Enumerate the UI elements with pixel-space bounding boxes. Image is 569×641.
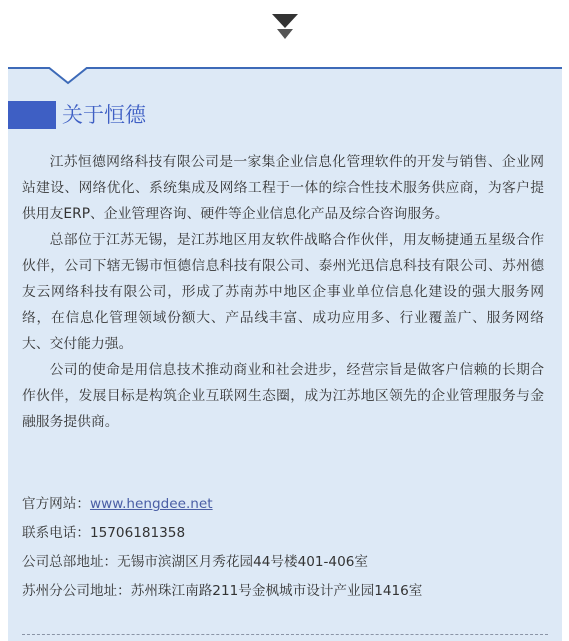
website-link[interactable]: www.hengdee.net: [89, 496, 213, 512]
phone-line: [22, 519, 552, 548]
double-chevron-down-icon: [272, 14, 298, 42]
phone-label: 联系电话：: [22, 525, 90, 541]
card-notch: [48, 67, 88, 87]
section-title: 关于恒德: [62, 103, 146, 127]
phone-number: 15706181358: [89, 525, 186, 541]
suzhou-address-line: [22, 577, 552, 606]
paragraph-headquarters: 总部位于江苏无锡，是江苏地区用友软件战略合作伙伴，用友畅捷通五星级合作伙伴，公司下辖无锡市恒德信息科技有限公司、泰州光迅信息科技有限公司、苏州德友云网络科技有限公司，形成了苏南苏中地区企事业单位信息化建设的强大服务网络，在信息化管理领域份额大、产品线丰富、成功应用多、行业覆盖广、服务网络大、交付能力强。: [22, 232, 544, 352]
suzhou-address: 苏州珠江南路211号金枫城市设计产业园1416室: [130, 583, 423, 599]
suzhou-address-label: 苏州分公司地址：: [22, 583, 131, 599]
hq-address-line: [22, 548, 552, 577]
section-header: [8, 101, 562, 131]
about-card: [8, 67, 562, 641]
paragraph-mission: 公司的使命是用信息技术推动商业和社会进步，经营宗旨是做客户信赖的长期合作伙伴，发展目标是构筑企业互联网生态圈，成为江苏地区领先的企业管理服务与金融服务提供商。: [22, 362, 544, 430]
contact-info: [22, 490, 552, 606]
header-accent-block: [8, 101, 56, 129]
dashed-divider: [22, 634, 548, 635]
paragraph-intro: 江苏恒德网络科技有限公司是一家集企业信息化管理软件的开发与销售、企业网站建设、网络优化、系统集成及网络工程于一体的综合性技术服务供应商，为客户提供用友ERP、企业管理咨询、硬件等企业信息化产品及综合咨询服务。: [22, 154, 544, 222]
company-description: [22, 149, 544, 435]
hq-address-label: 公司总部地址：: [22, 554, 118, 570]
website-line: [22, 490, 552, 519]
website-label: 官方网站：: [22, 496, 90, 512]
hq-address: 无锡市滨湖区月秀花园44号楼401-406室: [117, 554, 368, 570]
